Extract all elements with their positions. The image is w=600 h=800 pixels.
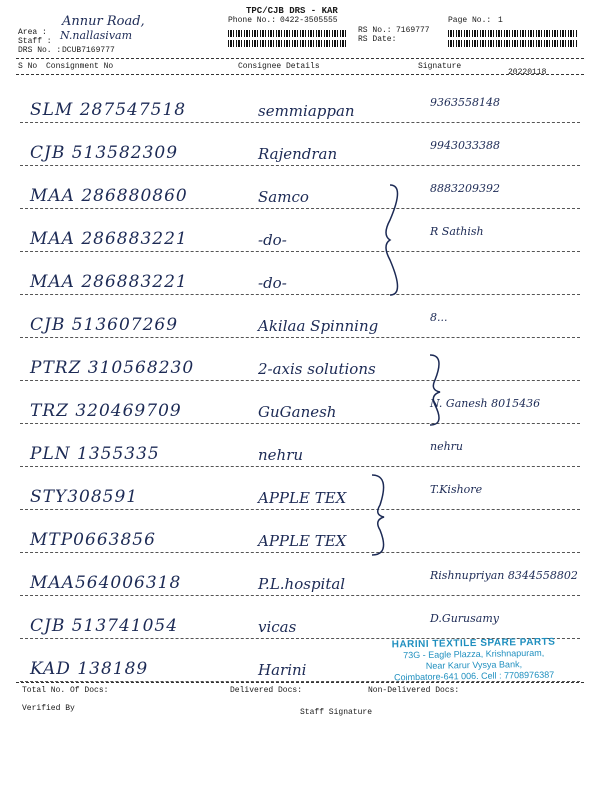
consignment-number: CJB 513607269 — [30, 315, 179, 335]
signature-entry: Rishnupriyan 8344558802 — [430, 569, 578, 582]
signature-entry: 9363558148 — [430, 96, 500, 109]
drs-no-label: DRS No. : — [18, 46, 62, 55]
consignment-number: TRZ 320469709 — [30, 401, 182, 421]
consignee-name: APPLE TEX — [258, 489, 347, 507]
consignee-name: Rajendran — [258, 145, 338, 163]
consignee-name: GuGanesh — [258, 403, 337, 421]
signature-entry: N. Ganesh 8015436 — [430, 397, 541, 410]
staff-value: N.nallasivam — [60, 29, 133, 42]
phone-label: Phone No.: — [228, 16, 277, 25]
signature-entry: 9943033388 — [430, 139, 500, 152]
consignee-name: Akilaa Spinning — [258, 317, 379, 335]
row-divider — [20, 595, 580, 596]
row-divider — [20, 251, 580, 252]
consignment-number: CJB 513741054 — [30, 616, 179, 636]
barcode-4 — [448, 40, 578, 47]
consignee-name: APPLE TEX — [258, 532, 347, 550]
delivered-docs-label: Delivered Docs: — [230, 686, 303, 695]
total-docs-label: Total No. Of Docs: — [22, 686, 109, 695]
consignment-number: KAD 138189 — [30, 659, 149, 679]
consignment-number: PLN 1355335 — [30, 444, 160, 464]
row-divider — [20, 552, 580, 553]
col-consignee: Consignee Details — [238, 62, 320, 71]
brace-mark-3 — [362, 470, 402, 560]
consignment-number: CJB 513582309 — [30, 143, 179, 163]
consignment-number: STY308591 — [30, 487, 139, 507]
area-label: Area : — [18, 28, 47, 37]
consignment-number: MAA 286883221 — [30, 229, 188, 249]
header-rule-2 — [16, 74, 584, 75]
rs-no-value: 7169777 — [396, 26, 430, 35]
row-divider — [20, 294, 580, 295]
consignee-name: Harini — [258, 661, 307, 679]
row-divider — [20, 122, 580, 123]
consignee-name: -do- — [258, 274, 287, 292]
area-value: Annur Road, — [62, 14, 145, 29]
row-divider — [20, 423, 580, 424]
row-divider — [20, 208, 580, 209]
signature-entry: T.Kishore — [430, 483, 483, 496]
stamp-line-2: 73G - Eagle Plazza, Krishnapuram, — [403, 647, 545, 661]
row-divider — [20, 337, 580, 338]
consignee-name: Samco — [258, 188, 309, 206]
signature-entry: D.Gurusamy — [430, 612, 499, 625]
consignment-number: SLM 287547518 — [30, 100, 187, 120]
col-consignment: Consignment No — [46, 62, 114, 71]
signature-entry: nehru — [430, 440, 464, 453]
barcode-1 — [228, 30, 348, 37]
barcode-2 — [228, 40, 348, 47]
phone-value: 0422-3505555 — [280, 16, 338, 25]
rs-date-label: RS Date: — [358, 35, 397, 44]
page-no-label: Page No.: — [448, 16, 492, 25]
stamp-line-1: HARINI TEXTILE SPARE PARTS — [391, 636, 556, 651]
stamp-line-4: Coimbatore-641 006. Cell : 7708976387 — [393, 669, 555, 683]
consignment-number: PTRZ 310568230 — [30, 358, 195, 378]
row-divider — [20, 380, 580, 381]
document-title: TPC/CJB DRS - KAR — [246, 6, 338, 16]
signature-entry: 8883209392 — [430, 182, 500, 195]
consignment-number: MAA 286880860 — [30, 186, 188, 206]
consignment-number: MAA 286883221 — [30, 272, 188, 292]
consignee-name: semmiappan — [258, 102, 355, 120]
drs-no-value: DCUB7169777 — [62, 46, 115, 55]
consignment-number: MAA564006318 — [30, 573, 182, 593]
barcode-3 — [448, 30, 578, 37]
non-delivered-docs-label: Non-Delivered Docs: — [368, 686, 460, 695]
consignee-name: P.L.hospital — [258, 575, 346, 593]
footer-rule — [16, 682, 584, 683]
consignee-name: -do- — [258, 231, 287, 249]
col-sno: S No — [18, 62, 38, 71]
staff-label: Staff : — [18, 37, 52, 46]
page-no-value: 1 — [498, 16, 503, 25]
row-divider — [20, 165, 580, 166]
consignee-name: nehru — [258, 446, 304, 464]
report-date: 20220118 — [508, 68, 547, 77]
brace-mark-2 — [420, 350, 460, 430]
header-rule — [16, 58, 584, 59]
staff-signature-label: Staff Signature — [300, 708, 373, 717]
signature-entry: R Sathish — [430, 225, 484, 238]
verified-by-label: Verified By — [22, 704, 75, 713]
col-signature: Signature — [418, 62, 462, 71]
consignee-name: vicas — [258, 618, 297, 636]
brace-mark-1 — [360, 180, 420, 300]
stamp-line-3: Near Karur Vysya Bank, — [425, 659, 523, 671]
row-divider — [20, 466, 580, 467]
consignee-name: 2-axis solutions — [258, 360, 376, 378]
rs-no-label: RS No.: — [358, 26, 392, 35]
signature-entry: 8... — [430, 311, 448, 324]
row-divider — [20, 509, 580, 510]
consignment-number: MTP0663856 — [30, 530, 156, 550]
